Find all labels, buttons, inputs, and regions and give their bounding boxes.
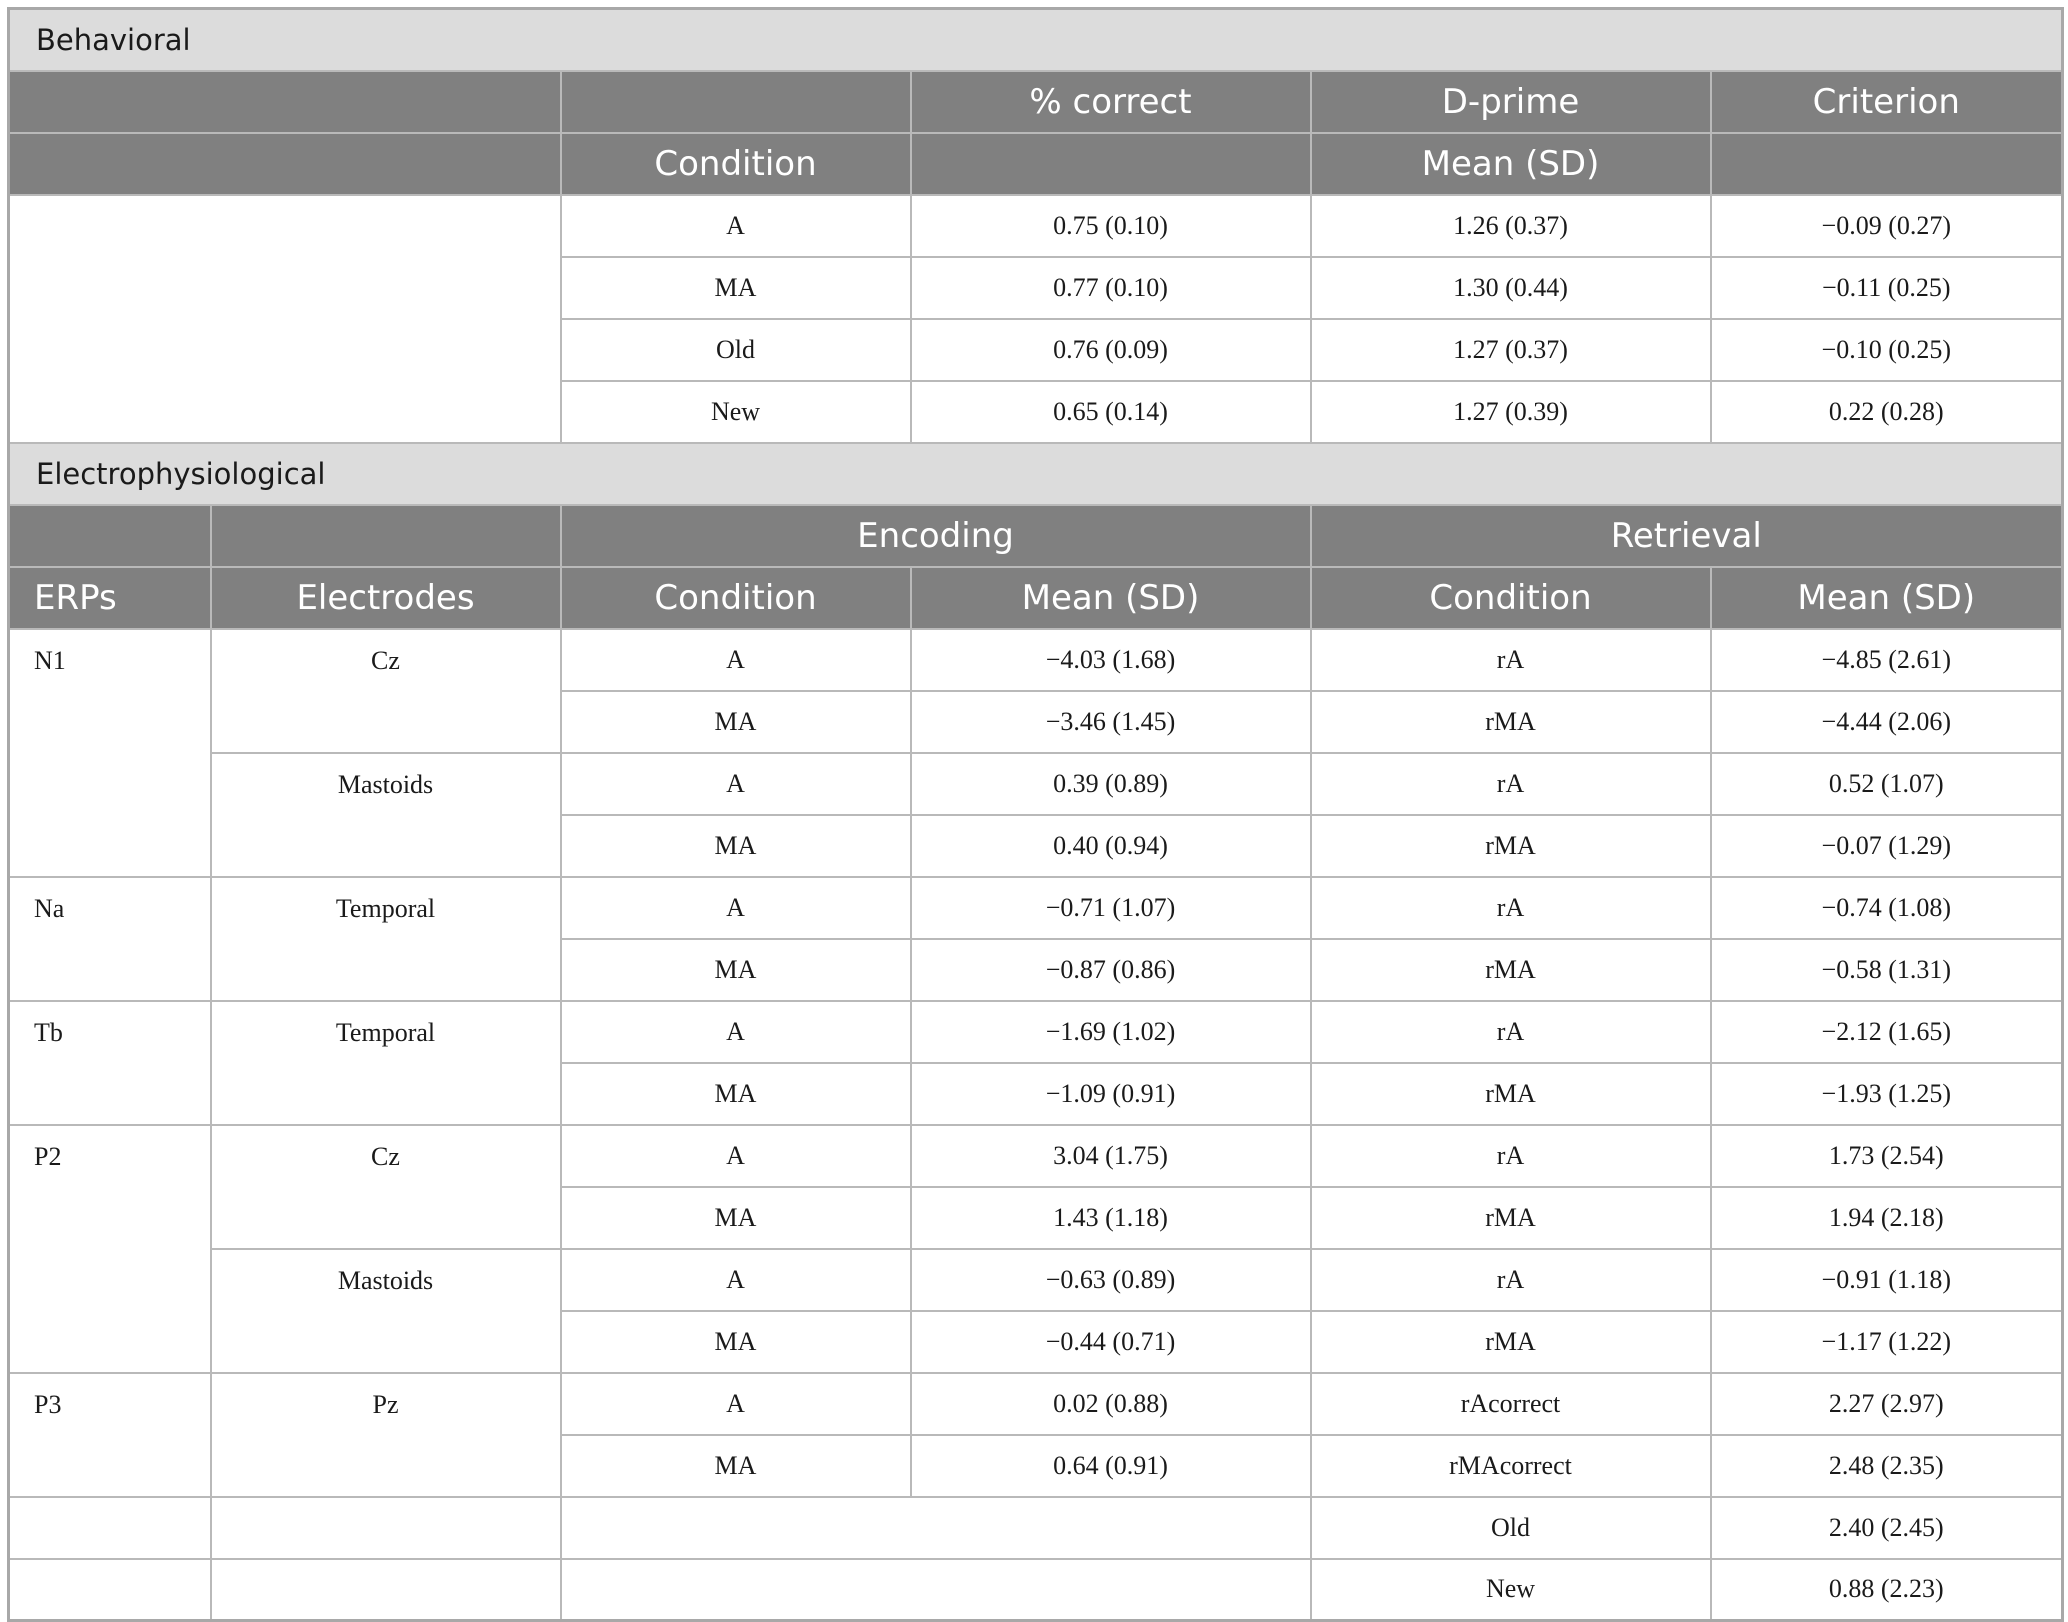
table-row bbox=[9, 1373, 2063, 1435]
header-empty bbox=[911, 133, 1311, 195]
electrode-cell: Pz bbox=[211, 1373, 561, 1497]
header-condition: Condition bbox=[561, 133, 911, 195]
header-enc-condition: Condition bbox=[561, 567, 911, 629]
electrode-cell: Cz bbox=[211, 1125, 561, 1249]
ret-value-cell: 1.73 (2.54) bbox=[1711, 1125, 2063, 1187]
ret-value-cell: −0.91 (1.18) bbox=[1711, 1249, 2063, 1311]
ret-value-cell: −1.93 (1.25) bbox=[1711, 1063, 2063, 1125]
header-empty bbox=[1711, 133, 2063, 195]
header-empty bbox=[561, 71, 911, 133]
ret-value-cell: 2.27 (2.97) bbox=[1711, 1373, 2063, 1435]
header-mean-sd: Mean (SD) bbox=[1311, 133, 1711, 195]
electro-section-row bbox=[9, 443, 2063, 505]
enc-condition-cell: A bbox=[561, 1249, 911, 1311]
table-row bbox=[9, 1559, 2063, 1621]
enc-value-cell: 0.39 (0.89) bbox=[911, 753, 1311, 815]
enc-value-cell: 0.64 (0.91) bbox=[911, 1435, 1311, 1497]
header-ret-condition: Condition bbox=[1311, 567, 1711, 629]
ret-condition-cell: New bbox=[1311, 1559, 1711, 1621]
electrode-cell: Temporal bbox=[211, 877, 561, 1001]
enc-value-cell: −1.09 (0.91) bbox=[911, 1063, 1311, 1125]
header-ret-mean-sd: Mean (SD) bbox=[1711, 567, 2063, 629]
ret-condition-cell: rMA bbox=[1311, 1187, 1711, 1249]
criterion-cell: 0.22 (0.28) bbox=[1711, 381, 2063, 443]
dprime-cell: 1.30 (0.44) bbox=[1311, 257, 1711, 319]
header-dprime: D-prime bbox=[1311, 71, 1711, 133]
header-enc-mean-sd: Mean (SD) bbox=[911, 567, 1311, 629]
dprime-cell: 1.27 (0.39) bbox=[1311, 381, 1711, 443]
ret-value-cell: 2.48 (2.35) bbox=[1711, 1435, 2063, 1497]
ret-condition-cell: rA bbox=[1311, 1249, 1711, 1311]
table-row bbox=[9, 195, 2063, 257]
condition-cell: Old bbox=[561, 319, 911, 381]
dprime-cell: 1.26 (0.37) bbox=[1311, 195, 1711, 257]
electrode-cell: Mastoids bbox=[211, 1249, 561, 1373]
table-row bbox=[9, 1497, 2063, 1559]
erp-cell: Na bbox=[9, 877, 211, 1001]
ret-condition-cell: rMA bbox=[1311, 1311, 1711, 1373]
enc-condition-cell: MA bbox=[561, 1063, 911, 1125]
enc-value-cell: −0.87 (0.86) bbox=[911, 939, 1311, 1001]
enc-condition-cell: A bbox=[561, 1373, 911, 1435]
enc-condition-cell: A bbox=[561, 1001, 911, 1063]
ret-condition-cell: rMA bbox=[1311, 1063, 1711, 1125]
empty-cell bbox=[9, 1559, 211, 1621]
criterion-cell: −0.11 (0.25) bbox=[1711, 257, 2063, 319]
ret-condition-cell: rMAcorrect bbox=[1311, 1435, 1711, 1497]
ret-value-cell: −1.17 (1.22) bbox=[1711, 1311, 2063, 1373]
ret-condition-cell: rA bbox=[1311, 1001, 1711, 1063]
table-row bbox=[9, 877, 2063, 939]
electro-section-title: Electrophysiological bbox=[9, 443, 2063, 505]
electrode-cell: Cz bbox=[211, 629, 561, 753]
empty-cell bbox=[211, 1559, 561, 1621]
pct-correct-cell: 0.75 (0.10) bbox=[911, 195, 1311, 257]
ret-condition-cell: rA bbox=[1311, 1125, 1711, 1187]
table-row bbox=[9, 753, 2063, 815]
empty-cell bbox=[211, 1497, 561, 1559]
enc-condition-cell: A bbox=[561, 1125, 911, 1187]
ret-value-cell: −2.12 (1.65) bbox=[1711, 1001, 2063, 1063]
enc-value-cell: 0.02 (0.88) bbox=[911, 1373, 1311, 1435]
behavioral-header-row-2 bbox=[9, 133, 2063, 195]
empty-cell bbox=[9, 1497, 211, 1559]
enc-value-cell: 3.04 (1.75) bbox=[911, 1125, 1311, 1187]
criterion-cell: −0.10 (0.25) bbox=[1711, 319, 2063, 381]
results-table-container bbox=[7, 7, 2061, 1622]
ret-condition-cell: Old bbox=[1311, 1497, 1711, 1559]
enc-condition-cell: A bbox=[561, 629, 911, 691]
enc-condition-cell: MA bbox=[561, 1311, 911, 1373]
header-electrodes: Electrodes bbox=[211, 567, 561, 629]
enc-condition-cell: MA bbox=[561, 939, 911, 1001]
behavioral-section-title: Behavioral bbox=[9, 9, 2063, 71]
header-empty bbox=[211, 505, 561, 567]
erp-cell: P3 bbox=[9, 1373, 211, 1497]
enc-condition-cell: A bbox=[561, 877, 911, 939]
pct-correct-cell: 0.65 (0.14) bbox=[911, 381, 1311, 443]
enc-value-cell: −0.63 (0.89) bbox=[911, 1249, 1311, 1311]
ret-condition-cell: rA bbox=[1311, 877, 1711, 939]
header-empty bbox=[9, 71, 561, 133]
empty-cell bbox=[561, 1497, 1311, 1559]
ret-condition-cell: rAcorrect bbox=[1311, 1373, 1711, 1435]
table-row bbox=[9, 1249, 2063, 1311]
condition-cell: A bbox=[561, 195, 911, 257]
ret-value-cell: −4.44 (2.06) bbox=[1711, 691, 2063, 753]
ret-value-cell: −0.07 (1.29) bbox=[1711, 815, 2063, 877]
ret-condition-cell: rMA bbox=[1311, 815, 1711, 877]
electrode-cell: Temporal bbox=[211, 1001, 561, 1125]
enc-condition-cell: A bbox=[561, 753, 911, 815]
electro-header-row-1 bbox=[9, 505, 2063, 567]
table-row bbox=[9, 1001, 2063, 1063]
enc-value-cell: −1.69 (1.02) bbox=[911, 1001, 1311, 1063]
header-retrieval: Retrieval bbox=[1311, 505, 2063, 567]
enc-condition-cell: MA bbox=[561, 691, 911, 753]
ret-value-cell: 0.52 (1.07) bbox=[1711, 753, 2063, 815]
enc-value-cell: −4.03 (1.68) bbox=[911, 629, 1311, 691]
empty-cell bbox=[561, 1559, 1311, 1621]
ret-value-cell: 0.88 (2.23) bbox=[1711, 1559, 2063, 1621]
ret-condition-cell: rA bbox=[1311, 753, 1711, 815]
ret-value-cell: −4.85 (2.61) bbox=[1711, 629, 2063, 691]
ret-condition-cell: rMA bbox=[1311, 691, 1711, 753]
ret-value-cell: 2.40 (2.45) bbox=[1711, 1497, 2063, 1559]
enc-value-cell: −3.46 (1.45) bbox=[911, 691, 1311, 753]
enc-condition-cell: MA bbox=[561, 815, 911, 877]
ret-value-cell: 1.94 (2.18) bbox=[1711, 1187, 2063, 1249]
electro-header-row-2 bbox=[9, 567, 2063, 629]
criterion-cell: −0.09 (0.27) bbox=[1711, 195, 2063, 257]
ret-value-cell: −0.58 (1.31) bbox=[1711, 939, 2063, 1001]
empty-cell bbox=[9, 195, 561, 443]
behavioral-header-row-1 bbox=[9, 71, 2063, 133]
pct-correct-cell: 0.76 (0.09) bbox=[911, 319, 1311, 381]
erp-cell: P2 bbox=[9, 1125, 211, 1373]
enc-value-cell: −0.44 (0.71) bbox=[911, 1311, 1311, 1373]
ret-value-cell: −0.74 (1.08) bbox=[1711, 877, 2063, 939]
enc-value-cell: 0.40 (0.94) bbox=[911, 815, 1311, 877]
erp-cell: N1 bbox=[9, 629, 211, 877]
electrode-cell: Mastoids bbox=[211, 753, 561, 877]
enc-value-cell: 1.43 (1.18) bbox=[911, 1187, 1311, 1249]
header-criterion: Criterion bbox=[1711, 71, 2063, 133]
enc-condition-cell: MA bbox=[561, 1187, 911, 1249]
table-row bbox=[9, 1125, 2063, 1187]
condition-cell: MA bbox=[561, 257, 911, 319]
header-empty bbox=[9, 133, 561, 195]
header-empty bbox=[9, 505, 211, 567]
enc-condition-cell: MA bbox=[561, 1435, 911, 1497]
header-erps: ERPs bbox=[9, 567, 211, 629]
results-table bbox=[7, 7, 2064, 1622]
behavioral-section-row bbox=[9, 9, 2063, 71]
erp-cell: Tb bbox=[9, 1001, 211, 1125]
ret-condition-cell: rMA bbox=[1311, 939, 1711, 1001]
condition-cell: New bbox=[561, 381, 911, 443]
dprime-cell: 1.27 (0.37) bbox=[1311, 319, 1711, 381]
table-row bbox=[9, 629, 2063, 691]
header-encoding: Encoding bbox=[561, 505, 1311, 567]
pct-correct-cell: 0.77 (0.10) bbox=[911, 257, 1311, 319]
header-pct-correct: % correct bbox=[911, 71, 1311, 133]
ret-condition-cell: rA bbox=[1311, 629, 1711, 691]
enc-value-cell: −0.71 (1.07) bbox=[911, 877, 1311, 939]
